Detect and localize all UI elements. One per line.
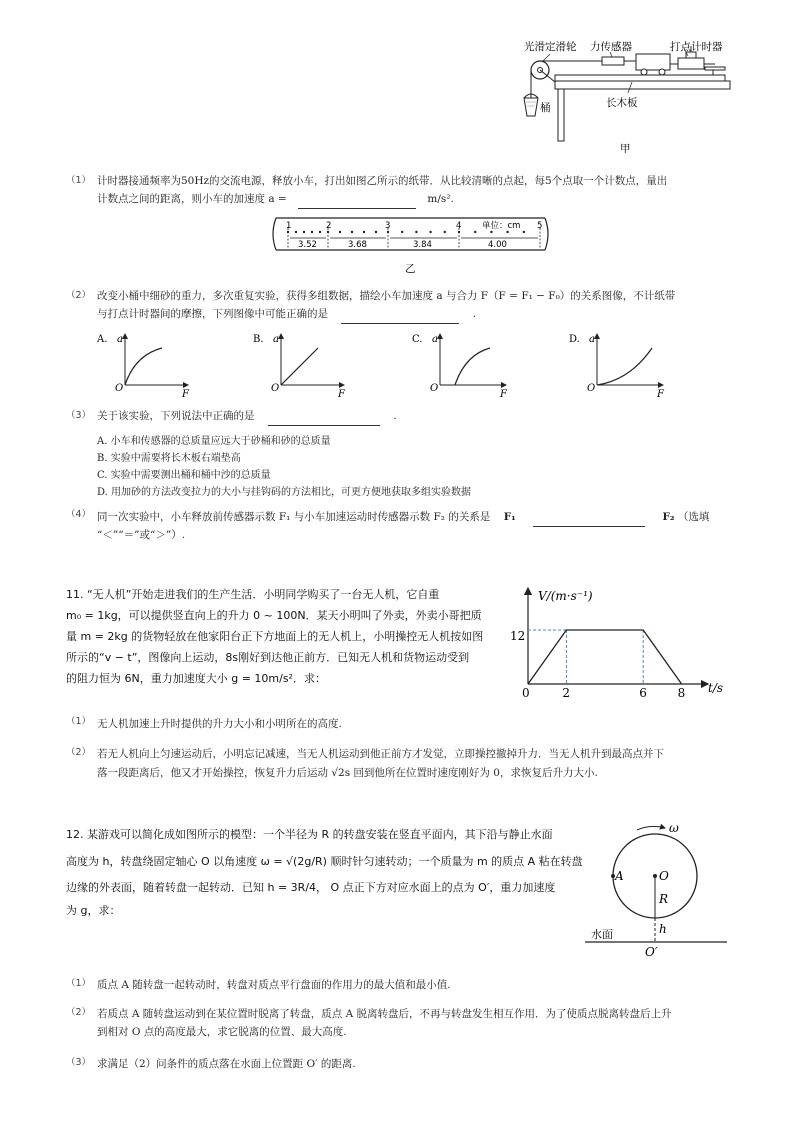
q12-p1-number: （1） (66, 978, 92, 989)
graph-a (96, 334, 190, 400)
q10-p3-stem-line (97, 407, 397, 426)
q11-p2-line2: 落一段距离后，他又才开始操控，恢复升力后运动 √2s 回到他所在位置时速度刚好为 0，求恢复后升力大小. (97, 767, 598, 779)
point-a-label: A (615, 869, 624, 883)
q10-p2-number: （2） (66, 290, 92, 301)
graph-b-xlabel: F (338, 389, 345, 400)
graph-d-origin: O (587, 383, 596, 394)
vt-tick-x-6: 6 (639, 686, 647, 700)
q12-p2-line2: 到相对 O 点的高度最大，求它脱离的位置、最大高度. (97, 1026, 347, 1038)
figure-label-yi: 乙 (405, 263, 416, 275)
cart (636, 54, 670, 70)
q12-p1-text: 质点 A 随转盘一起转动时，转盘对质点平行盘面的作用力的最大值和最小值. (97, 979, 451, 991)
vt-origin: 0 (522, 686, 530, 700)
apparatus-figure (510, 30, 735, 160)
q10-p1-number: （1） (66, 175, 92, 186)
rotation-arrow (637, 826, 665, 830)
q10-p3-option-a[interactable]: A. 小车和传感器的总质量应远大于砂桶和砂的总质量 (97, 436, 331, 447)
tape-dot (319, 231, 321, 233)
graph-a-ylabel: a (117, 334, 123, 345)
tape-point-5: 5 (537, 221, 543, 231)
q10-p4-f2: F₂ (662, 511, 675, 523)
vt-xlabel: t/s (708, 681, 724, 695)
tape-dot (474, 231, 476, 233)
q10-p2-end: . (472, 308, 477, 320)
vt-tick-y-12: 12 (510, 629, 526, 643)
tape-dot (506, 231, 508, 233)
graph-b-origin: O (271, 383, 280, 394)
tape-dots (287, 231, 525, 233)
q10-p2-line2 (97, 305, 476, 324)
graph-d-xlabel: F (657, 389, 664, 400)
q10-p4-line2: “＜”“＝”或“＞”）. (97, 529, 186, 541)
tape-dot (490, 231, 492, 233)
figure-label-jia: 甲 (620, 143, 631, 155)
q10-p4-number: （4） (66, 509, 92, 520)
q11-line-3: 量 m = 2kg 的货物轻放在他家阳台正下方地面上的无人机上，小明操控无人机按如图 (66, 630, 484, 643)
graph-a-origin: O (115, 383, 124, 394)
bucket-label: 桶 (540, 102, 551, 114)
q11-line-5: 的阻力恒为 6N，重力加速度大小 g = 10m/s²．求： (66, 672, 326, 685)
q10-p4-answer-blank[interactable] (533, 526, 645, 527)
tape-dot (401, 231, 403, 233)
graph-a-letter: A. (97, 334, 108, 345)
q10-p3-option-d[interactable]: D. 用加砂的方法改变拉力的大小与挂钩码的方法相比，可更方便地获取多组实验数据 (97, 487, 472, 498)
q12-p2-line1: 若质点 A 随转盘运动到在某位置时脱离了转盘，质点 A 脱离转盘后，不再与转盘发生相互作用．为了使质点脱离转盘后上升 (97, 1008, 672, 1020)
board-label: 长木板 (606, 97, 638, 109)
omega-label: ω (669, 821, 679, 835)
graph-b (253, 334, 346, 400)
af-graphs (90, 328, 690, 403)
tape-dot (375, 231, 377, 233)
graph-d-ylabel: a (589, 334, 595, 345)
q10-p1-line1: 计时器接通频率为50Hz的交流电源，释放小车，打出如图乙所示的纸带．从比较清晰的点起，每5个点取一个计数点，量出 (97, 175, 668, 187)
graph-c-origin: O (430, 383, 439, 394)
tape-dot (429, 231, 431, 233)
o-prime-label: O′ (645, 945, 658, 959)
tape-point-2: 2 (326, 221, 332, 231)
tape-point-3: 3 (385, 221, 391, 231)
q11-line-1: 11. “无人机”开始走进我们的生产生活．小明同学购买了一台无人机，它自重 (66, 588, 440, 601)
tape-dist-1: 3.52 (298, 240, 317, 250)
q10-p3-option-b[interactable]: B. 实验中需要将长木板右端垫高 (97, 453, 241, 464)
graph-c-xlabel: F (500, 389, 507, 400)
q11-line-2: m₀ = 1kg，可以提供竖直向上的升力 0 ~ 100N．某天小明叫了外卖，外卖小哥把质 (66, 609, 482, 622)
pulley-label: 光滑定滑轮 (524, 41, 577, 53)
long-board (555, 75, 725, 81)
q10-p1-line2 (97, 190, 454, 209)
q10-p3-number: （3） (66, 410, 92, 421)
vt-tick-x-8: 8 (677, 686, 686, 700)
tape-dot (303, 231, 305, 233)
tape-dot (339, 231, 341, 233)
graph-b-ylabel: a (273, 334, 279, 345)
graph-c (412, 334, 508, 400)
q10-p1-text: 计数点之间的距离，则小车的加速度 a = (97, 193, 287, 205)
dot-timer (678, 58, 704, 69)
point-o-label: O (659, 869, 669, 883)
q10-p1-unit: m/s². (427, 193, 454, 205)
water-label: 水面 (591, 928, 613, 941)
q11-p1-number: （1） (66, 716, 92, 727)
graph-b-letter: B. (253, 334, 264, 345)
paper-tape-figure (268, 214, 553, 276)
timer-label: 打点计时器 (670, 41, 723, 53)
vt-chart (508, 580, 738, 700)
tape-unit: 单位：cm (482, 221, 521, 231)
q11-p2-line1: 若无人机向上匀速运动后，小明忘记减速，当无人机运动到他正前方才发觉，立即操控撤掉升力．当无人机升到最高点并下 (97, 748, 664, 760)
q12-p3-number: （3） (66, 1057, 92, 1068)
sensor-label: 力传感器 (590, 41, 632, 53)
q10-p3-answer-blank[interactable] (268, 425, 380, 426)
tape-point-1: 1 (286, 221, 292, 231)
tape-dist-4: 4.00 (488, 240, 507, 250)
q10-p4-line1 (97, 508, 709, 527)
q12-p2-number: （2） (66, 1007, 92, 1018)
vt-guide-lines (528, 630, 643, 684)
graph-c-letter: C. (412, 334, 423, 345)
tape-dot (363, 231, 365, 233)
q10-p4-text: 同一次实验中，小车释放前传感器示数 F₁ 与小车加速运动时传感器示数 F₂ 的关系是 (97, 511, 491, 523)
tape-dist-3: 3.84 (413, 240, 432, 250)
q11-p1-text: 无人机加速上升时提供的升力大小和小明所在的高度. (97, 718, 342, 730)
tape-dot (311, 231, 313, 233)
bucket (524, 98, 538, 116)
tape-dist-2: 3.68 (348, 240, 367, 250)
tape-dot (444, 231, 446, 233)
q12-p3-text: 求满足（2）问条件的质点落在水面上位置距 O′ 的距离. (97, 1058, 356, 1070)
table-leg (558, 89, 564, 141)
graph-d (569, 334, 665, 400)
graph-a-xlabel: F (182, 389, 189, 400)
q10-p3-stem: 关于该实验，下列说法中正确的是 (97, 410, 255, 422)
graph-c-ylabel: a (432, 334, 438, 345)
vt-ylabel: V/(m·s⁻¹) (538, 589, 593, 603)
q10-p2-line1: 改变小桶中细砂的重力，多次重复实验，获得多组数据，描绘小车加速度 a 与合力 F（F = F₁ − F₀）的关系图像，不计纸带 (97, 290, 676, 302)
tape-point-4: 4 (456, 221, 462, 231)
q12-line-4: 为 g，求： (66, 904, 121, 917)
graph-d-letter: D. (569, 334, 580, 345)
q12-line-2: 高度为 h，转盘绕固定轴心 O 以角速度 ω = √(2g/R) 顺时针匀速转动；一个质量为 m 的质点 A 粘在转盘 (66, 855, 583, 868)
q10-p3-option-c[interactable]: C. 实验中需要测出桶和桶中沙的总质量 (97, 470, 271, 481)
vt-series-line (528, 630, 682, 684)
q12-line-3: 边缘的外表面，随着转盘一起转动．已知 h = 3R/4， O 点正下方对应水面上的点为 O′，重力加速度 (66, 881, 556, 894)
height-label: h (659, 922, 667, 936)
tape-dot (351, 231, 353, 233)
tape-dot (523, 231, 525, 233)
tape-dot (295, 231, 297, 233)
vt-tick-x-2: 2 (562, 686, 571, 700)
q10-p4-tail: （选填 (677, 511, 710, 523)
q10-p4-f1: F₁ (503, 511, 516, 523)
turntable-figure (585, 820, 735, 960)
force-sensor (602, 57, 624, 65)
q11-line-4: 所示的“v − t”，图像向上运动，8s刚好到达他正前方．已知无人机和货物运动受到 (66, 651, 470, 664)
radius-label: R (659, 892, 669, 906)
q12-line-1: 12. 某游戏可以简化成如图所示的模型：一个半径为 R 的转盘安装在竖直平面内，其下沿与静止水面 (66, 828, 553, 841)
q10-p3-end: . (393, 410, 397, 422)
q10-p1-answer-blank[interactable] (298, 208, 416, 209)
q10-p2-text: 与打点计时器间的摩擦，下列图像中可能正确的是 (97, 308, 328, 320)
tape-dot (415, 231, 417, 233)
q10-p2-answer-blank[interactable] (341, 323, 459, 324)
q11-p2-number: （2） (66, 747, 92, 758)
